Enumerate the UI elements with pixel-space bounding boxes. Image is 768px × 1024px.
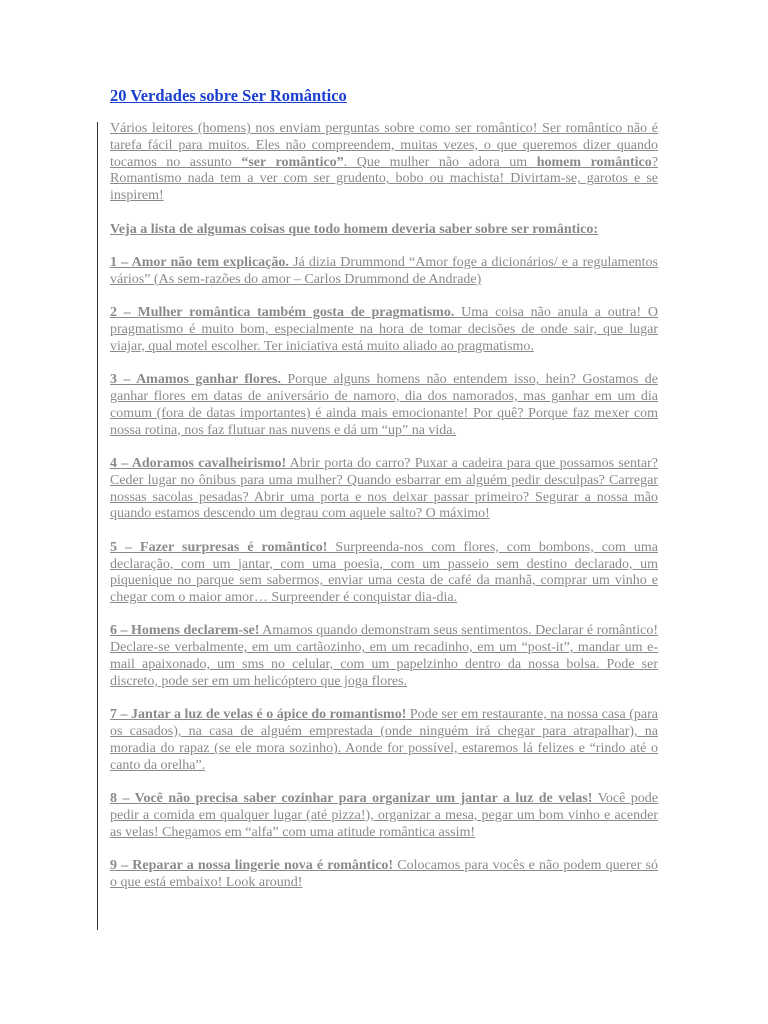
intro-text-3: ? Romantismo nada tem a ver com ser grudento, bobo ou machista! Divirtam-se, garotos e se inspirem!	[110, 154, 658, 204]
item-text: Uma coisa não anula a outra! O pragmatismo é muito bom, especialmente na hora de tomar decisões de onde sair, que lugar viajar, qual motel escolher. Ter iniciativa está muito aliado ao pragmatismo.	[110, 305, 658, 354]
item-text: Você pode pedir a comida em qualquer lugar (até pizza!), organizar a mesa, pegar um bom vinho e acender as velas! Chegamos em “alfa” com uma atitude romântica assim!	[110, 791, 658, 840]
list-heading-text: Veja a lista de algumas coisas que todo homem deveria saber sobre ser romântico:	[110, 221, 599, 237]
item-heading: 2 – Mulher romântica também gosta de pragmatismo.	[110, 305, 455, 321]
intro-bold-1: “ser romântico”	[241, 154, 344, 170]
item-text: Porque alguns homens não entendem isso, hein? Gostamos de ganhar flores em datas de aniversário de namoro, dia dos namorados, mas ganhar em um dia comum (fora de datas importantes) é ainda mais emocionante! Por quê? Porque faz mexer com nossa rotina, nos faz flutuar nas nuvens e dá um “up” na vida.	[110, 372, 658, 438]
list-item-8	[110, 791, 658, 841]
item-text: Já dizia Drummond “Amor foge a dicionários/ e a regulamentos vários” (As sem-razões do amor – Carlos Drummond de Andrade)	[110, 254, 658, 287]
intro-bold-2: homem romântico	[536, 154, 652, 170]
list-item-9	[110, 858, 658, 892]
left-margin-rule	[97, 122, 98, 930]
item-heading: 1 – Amor não tem explicação.	[110, 254, 289, 270]
list-item-6	[110, 623, 658, 690]
item-heading: 7 – Jantar a luz de velas é o ápice do romantismo!	[110, 707, 407, 723]
item-heading: 8 – Você não precisa saber cozinhar para organizar um jantar a luz de velas!	[110, 791, 593, 807]
item-text: Colocamos para vocês e não podem querer só o que está embaixo! Look around!	[110, 858, 658, 890]
list-item-4	[110, 456, 658, 523]
list-item-5	[110, 540, 658, 607]
item-heading: 5 – Fazer surpresas é romântico!	[110, 539, 328, 555]
item-heading: 4 – Adoramos cavalheirismo!	[110, 455, 287, 471]
item-text: Pode ser em restaurante, na nossa casa (para os casados), na casa de alguém emprestada (onde ninguém irá chegar para atrapalhar), na moradia do rapaz (se ele mora sozinho). Aonde for possível, estaremos lá felizes e “rindo até o canto da orelha”.	[110, 707, 658, 773]
list-item-3	[110, 372, 658, 439]
item-text: Abrir porta do carro? Puxar a cadeira para que possamos sentar? Ceder lugar no ônibus para uma mulher? Quando esbarrar em alguém pedir desculpas? Carregar nossas sacolas pesadas? Abrir uma porta e nos deixar passar primeiro? Segurar a nossa mão quando estamos descendo um degrau com aquele salto? O máximo!	[110, 455, 658, 522]
item-heading: 3 – Amamos ganhar flores.	[110, 372, 281, 388]
item-text: Surpreenda-nos com flores, com bombons, com uma declaração, com um jantar, com uma poesia, com um passeio sem destino declarado, um piquenique no parque sem sabermos, enviar uma cesta de café da manhã, comprar um vinho e chegar com o maior amor… Surpreender é conquistar dia-dia.	[110, 539, 658, 606]
list-item-7	[110, 707, 658, 774]
intro-text-1: Vários leitores (homens) nos enviam perguntas sobre como ser romântico! Ser romântico não é tarefa fácil para muitos. Eles não compreendem, muitas vezes, o que queremos dizer quando tocamos no assunto	[110, 121, 658, 170]
list-item-1	[110, 255, 658, 289]
item-text: Amamos quando demonstram seus sentimentos. Declarar é romântico! Declare-se verbalmente, em um cartãozinho, em um recadinho, em um “post-it”, mandar um e-mail apaixonado, um sms no celular, com um papelzinho dentro da nossa bolsa. Pode ser discreto, pode ser em um helicóptero que joga flores.	[110, 623, 658, 689]
article-body	[110, 121, 658, 908]
list-item-2	[110, 305, 658, 355]
intro-text-2: . Que mulher não adora um	[343, 154, 537, 170]
item-heading: 6 – Homens declarem-se!	[110, 623, 260, 639]
document-title[interactable]: 20 Verdades sobre Ser Romântico	[110, 86, 347, 105]
item-heading: 9 – Reparar a nossa lingerie nova é romântico!	[110, 858, 394, 874]
intro-paragraph	[110, 121, 658, 205]
list-heading	[110, 222, 658, 239]
